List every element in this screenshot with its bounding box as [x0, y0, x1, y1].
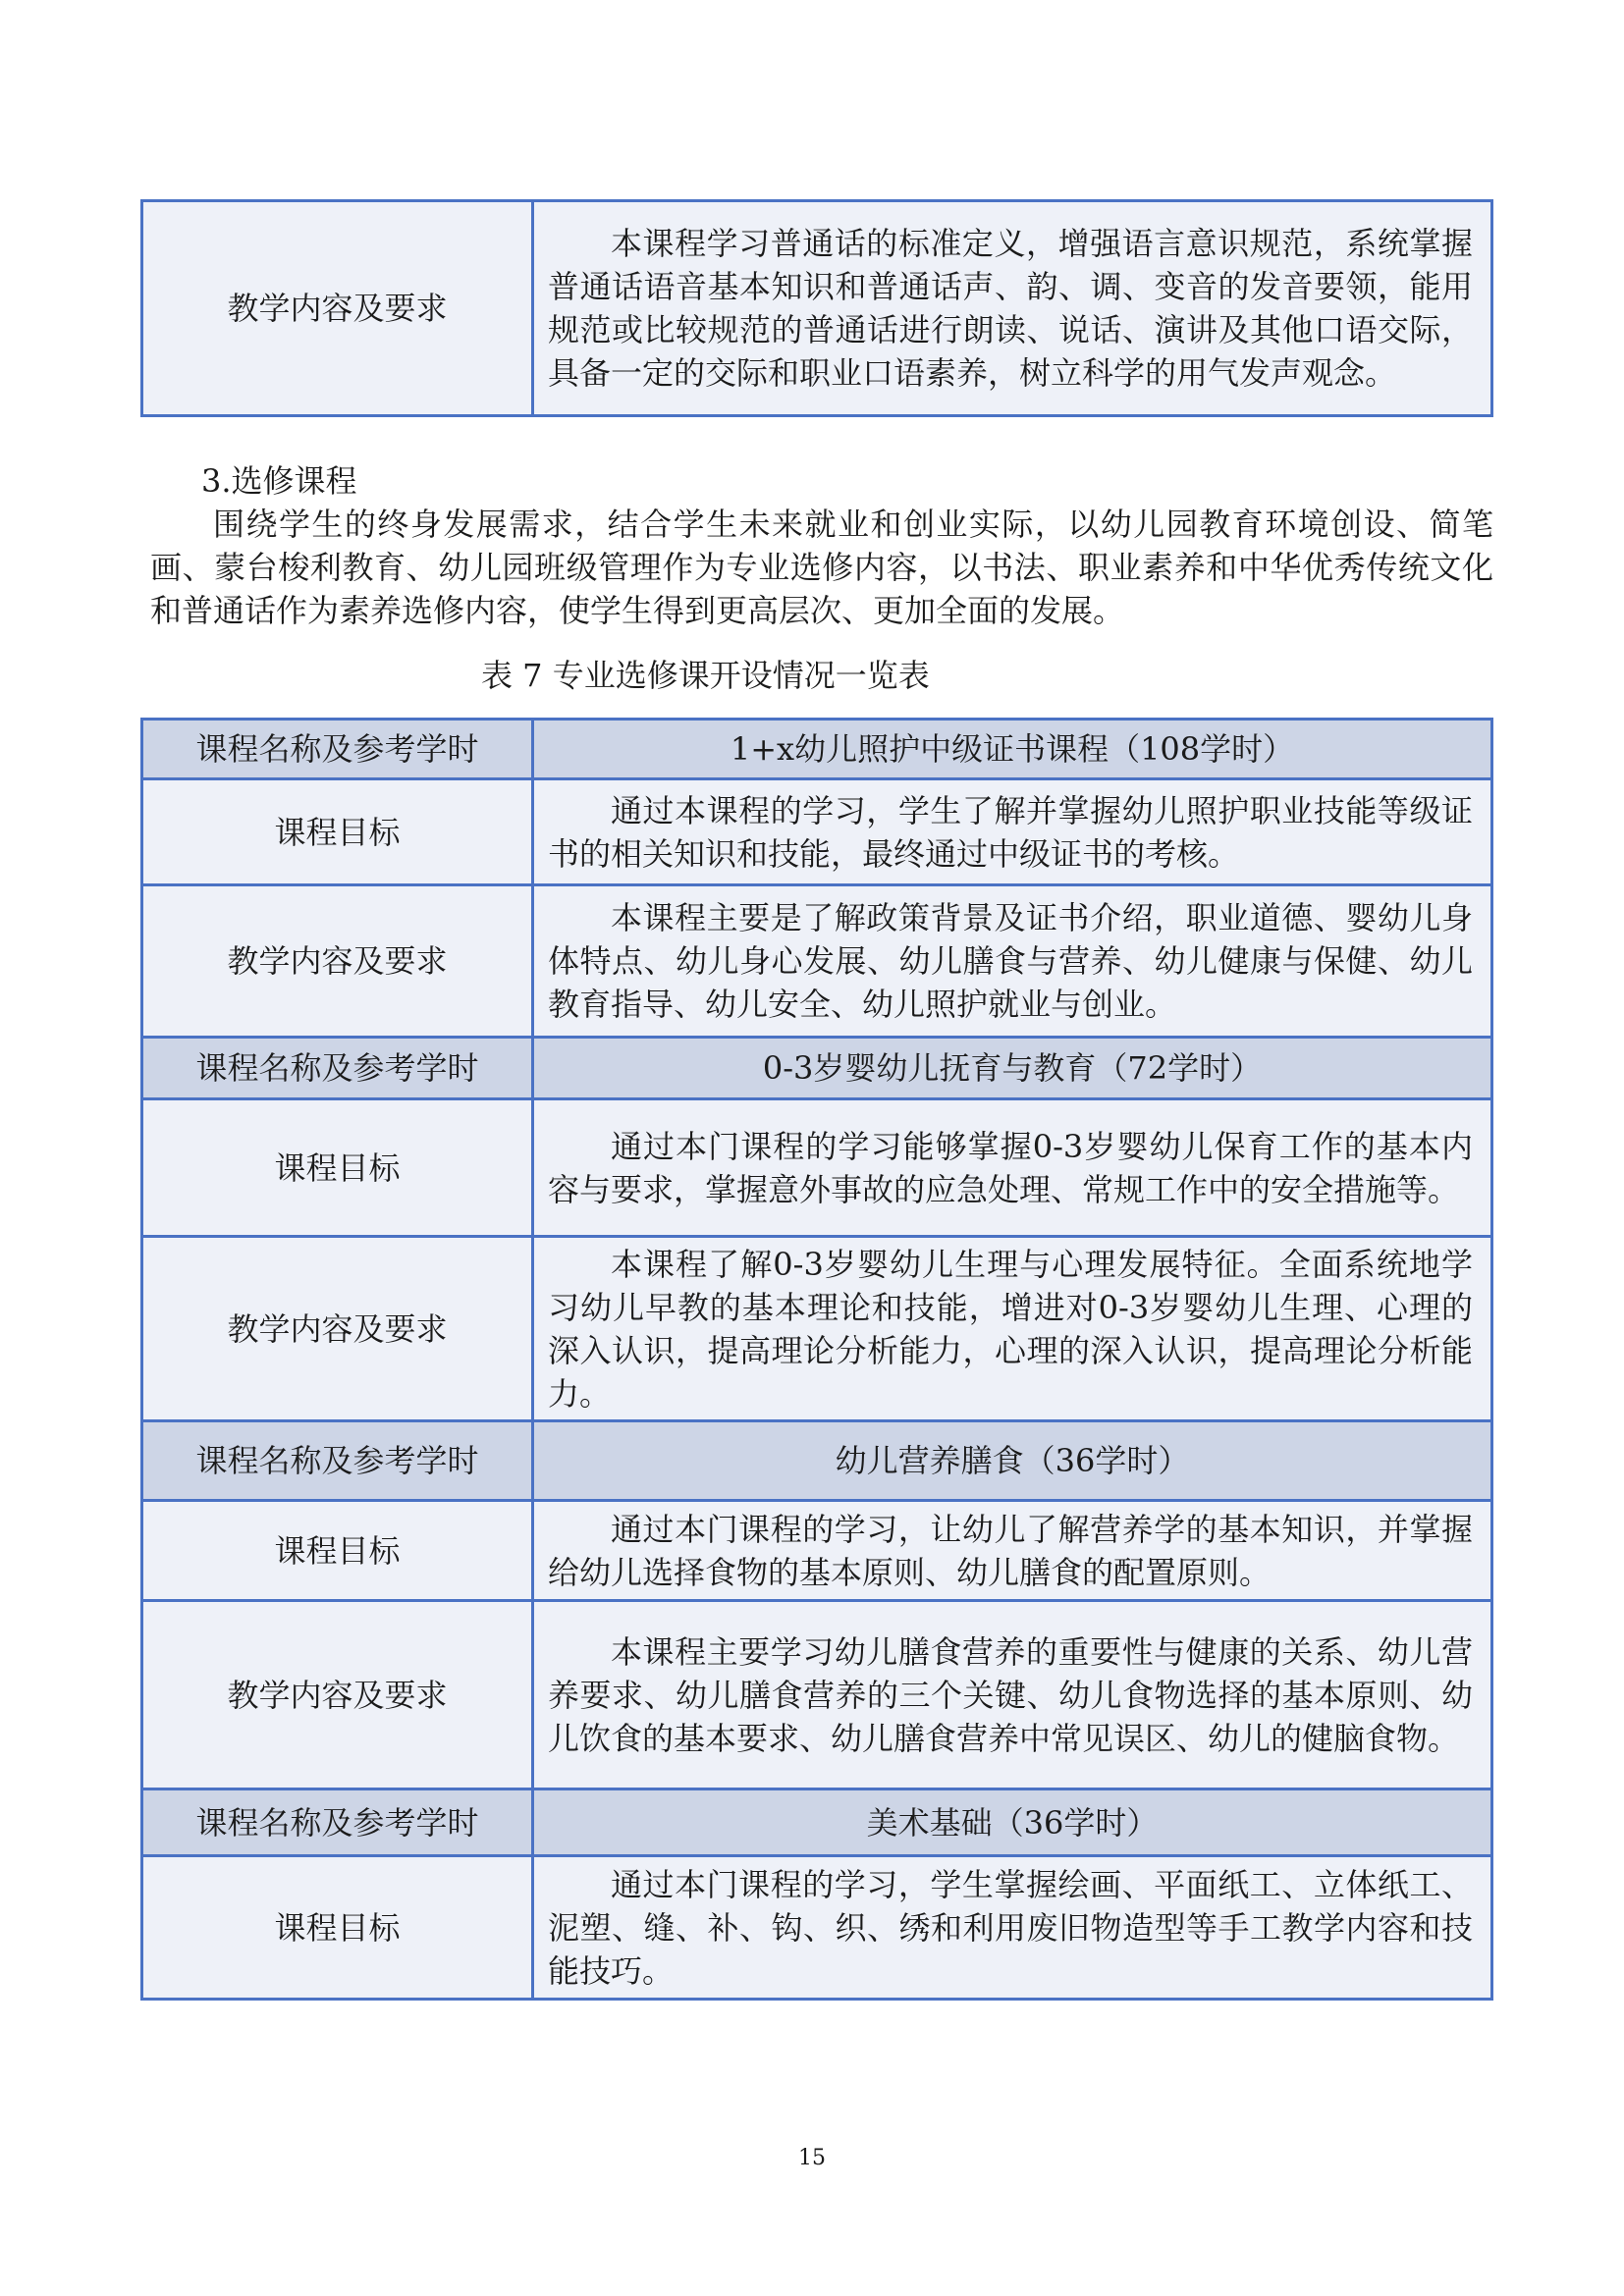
table-caption: 表 7 专业选修课开设情况一览表 — [481, 657, 930, 694]
course-goal-row — [142, 1501, 1492, 1601]
table-row — [142, 201, 1492, 416]
course-goal-label: 课程目标 — [142, 1099, 533, 1237]
course-header-label: 课程名称及参考学时 — [142, 720, 533, 779]
course-header-row — [142, 1421, 1492, 1501]
course-content-label: 教学内容及要求 — [142, 885, 533, 1038]
course-goal-row — [142, 1856, 1492, 2000]
course-name: 1+x幼儿照护中级证书课程（108学时） — [533, 720, 1492, 779]
row-content: 本课程学习普通话的标准定义，增强语言意识规范，系统掌握普通话语音基本知识和普通话声、韵、调、变音的发音要领，能用规范或比较规范的普通话进行朗读、说话、演讲及其他口语交际，具备一定的交际和职业口语素养，树立科学的用气发声观念。 — [533, 201, 1492, 416]
course-goal: 通过本门课程的学习能够掌握0-3岁婴幼儿保育工作的基本内容与要求，掌握意外事故的应急处理、常规工作中的安全措施等。 — [533, 1099, 1492, 1237]
course-goal-label: 课程目标 — [142, 1856, 533, 2000]
course-header-row — [142, 1789, 1492, 1856]
course-content-label: 教学内容及要求 — [142, 1601, 533, 1789]
course-goal-label: 课程目标 — [142, 779, 533, 885]
course-content: 本课程主要学习幼儿膳食营养的重要性与健康的关系、幼儿营养要求、幼儿膳食营养的三个关键、幼儿食物选择的基本原则、幼儿饮食的基本要求、幼儿膳食营养中常见误区、幼儿的健脑食物。 — [533, 1601, 1492, 1789]
course-goal: 通过本课程的学习，学生了解并掌握幼儿照护职业技能等级证书的相关知识和技能，最终通过中级证书的考核。 — [533, 779, 1492, 885]
course-content-row — [142, 1601, 1492, 1789]
course-name: 幼儿营养膳食（36学时） — [533, 1421, 1492, 1501]
course-content: 本课程主要是了解政策背景及证书介绍，职业道德、婴幼儿身体特点、幼儿身心发展、幼儿膳食与营养、幼儿健康与保健、幼儿教育指导、幼儿安全、幼儿照护就业与创业。 — [533, 885, 1492, 1038]
section-heading: 3.选修课程 — [201, 462, 357, 500]
course-goal: 通过本门课程的学习，让幼儿了解营养学的基本知识，并掌握给幼儿选择食物的基本原则、幼儿膳食的配置原则。 — [533, 1501, 1492, 1601]
course-header-label: 课程名称及参考学时 — [142, 1038, 533, 1099]
course-goal-row — [142, 779, 1492, 885]
course-goal: 通过本门课程的学习，学生掌握绘画、平面纸工、立体纸工、泥塑、缝、补、钩、织、绣和利用废旧物造型等手工教学内容和技能技巧。 — [533, 1856, 1492, 2000]
course-goal-label: 课程目标 — [142, 1501, 533, 1601]
course-header-row — [142, 1038, 1492, 1099]
course-header-row — [142, 720, 1492, 779]
course-name: 0-3岁婴幼儿抚育与教育（72学时） — [533, 1038, 1492, 1099]
course-header-label: 课程名称及参考学时 — [142, 1421, 533, 1501]
course-content: 本课程了解0-3岁婴幼儿生理与心理发展特征。全面系统地学习幼儿早教的基本理论和技能，增进对0-3岁婴幼儿生理、心理的深入认识，提高理论分析能力，心理的深入认识，提高理论分析能力。 — [533, 1237, 1492, 1421]
page-number: 15 — [798, 2146, 826, 2170]
course-content-row — [142, 1237, 1492, 1421]
section-paragraph: 围绕学生的终身发展需求，结合学生未来就业和创业实际，以幼儿园教育环境创设、简笔画、蒙台梭利教育、幼儿园班级管理作为专业选修内容，以书法、职业素养和中华优秀传统文化和普通话作为素养选修内容，使学生得到更高层次、更加全面的发展。 — [150, 506, 1493, 629]
course-name: 美术基础（36学时） — [533, 1789, 1492, 1856]
course-header-label: 课程名称及参考学时 — [142, 1789, 533, 1856]
course-goal-row — [142, 1099, 1492, 1237]
row-label: 教学内容及要求 — [142, 201, 533, 416]
elective-course-table — [140, 718, 1493, 2001]
course-content-row — [142, 885, 1492, 1038]
course-content-label: 教学内容及要求 — [142, 1237, 533, 1421]
continued-course-table — [140, 199, 1493, 417]
